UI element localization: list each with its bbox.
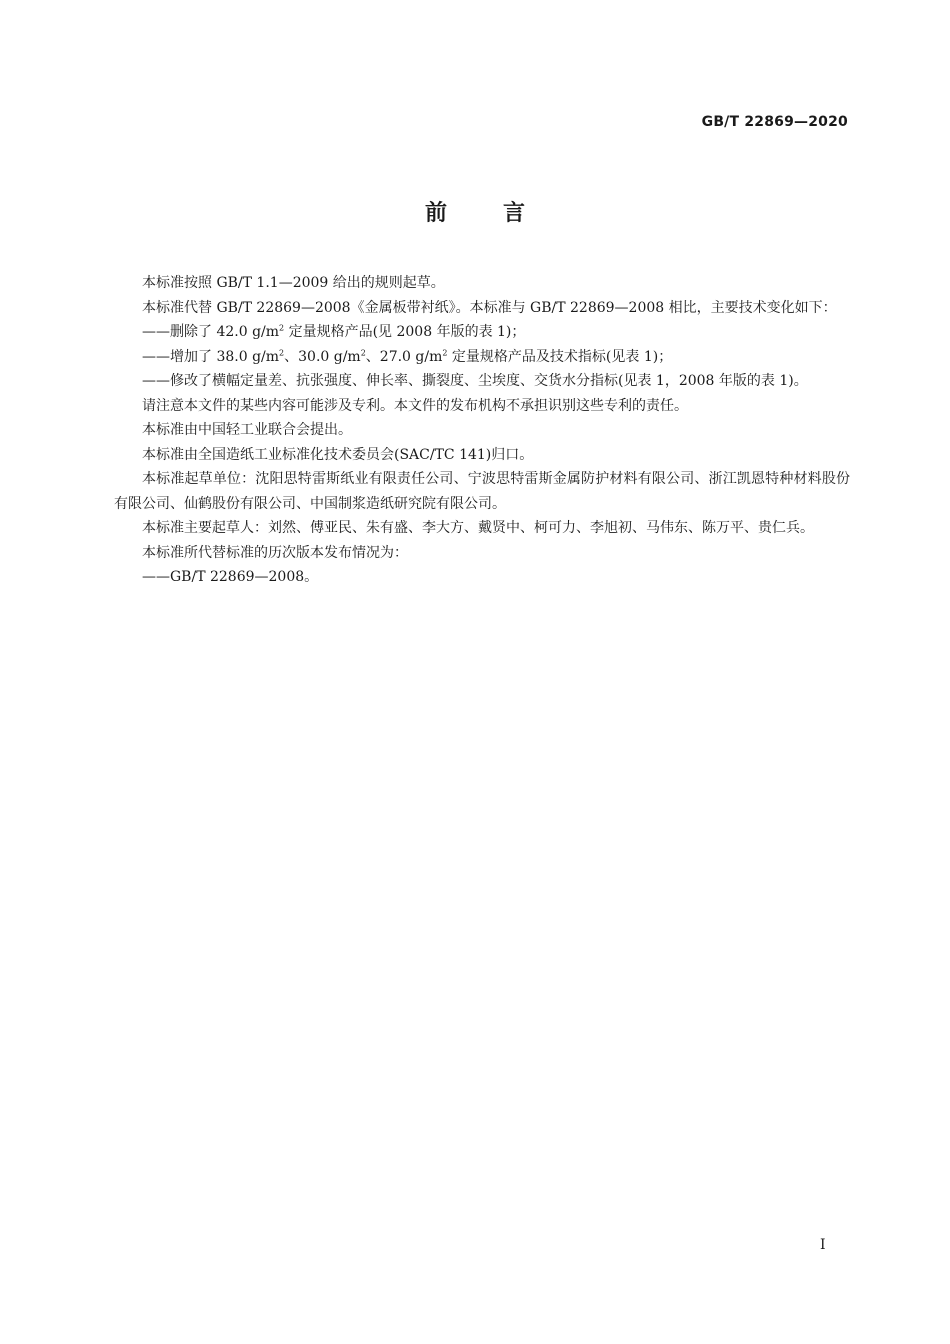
page-number: I <box>820 1237 826 1253</box>
list-item-history: ——GB/T 22869—2008。 <box>142 569 319 585</box>
superscript: 2 <box>442 347 448 357</box>
standard-code: GB/T 22869—2020 <box>701 114 848 130</box>
superscript: 2 <box>360 347 366 357</box>
list-item-text: 定量规格产品(见 2008 年版的表 1)； <box>284 324 526 340</box>
paragraph-replacement: 本标准代替 GB/T 22869—2008《金属板带衬纸》。本标准与 GB/T 22869—2008 相比，主要技术变化如下： <box>142 299 837 316</box>
list-item-modified: ——修改了横幅定量差、抗张强度、伸长率、撕裂度、尘埃度、交货水分指标(见表 1，2008 年版的表 1)。 <box>142 373 808 389</box>
list-item-added <box>114 345 850 370</box>
paragraph-drafting-rules: 本标准按照 GB/T 1.1—2009 给出的规则起草。 <box>142 275 445 291</box>
list-item-text: ——删除了 42.0 g/m <box>142 324 280 340</box>
paragraph-proposer: 本标准由中国轻工业联合会提出。 <box>142 422 352 438</box>
superscript: 2 <box>279 323 285 333</box>
paragraph-patent-notice: 请注意本文件的某些内容可能涉及专利。本文件的发布机构不承担识别这些专利的责任。 <box>142 397 688 414</box>
list-item-text: 、27.0 g/m <box>365 348 443 365</box>
list-item-deleted <box>114 320 850 345</box>
paragraph-drafting-units: 本标准起草单位：沈阳思特雷斯纸业有限责任公司、宁波思特雷斯金属防护材料有限公司、浙江凯恩特种材料股份有限公司、仙鹤股份有限公司、中国制浆造纸研究院有限公司。 <box>114 471 850 512</box>
superscript: 2 <box>279 347 285 357</box>
list-item-text: 定量规格产品及技术指标(见表 1)； <box>447 348 673 365</box>
foreword-body <box>114 271 850 590</box>
paragraph-committee: 本标准由全国造纸工业标准化技术委员会(SAC/TC 141)归口。 <box>142 446 534 463</box>
page-title: 前言 <box>424 201 581 226</box>
list-item-text: 、30.0 g/m <box>284 348 361 365</box>
list-item-text: ——增加了 38.0 g/m <box>142 348 280 365</box>
paragraph-drafters: 本标准主要起草人：刘然、傅亚民、朱有盛、李大方、戴贤中、柯可力、李旭初、马伟东、陈万平、贵仁兵。 <box>142 520 814 536</box>
paragraph-history: 本标准所代替标准的历次版本发布情况为： <box>142 544 408 561</box>
